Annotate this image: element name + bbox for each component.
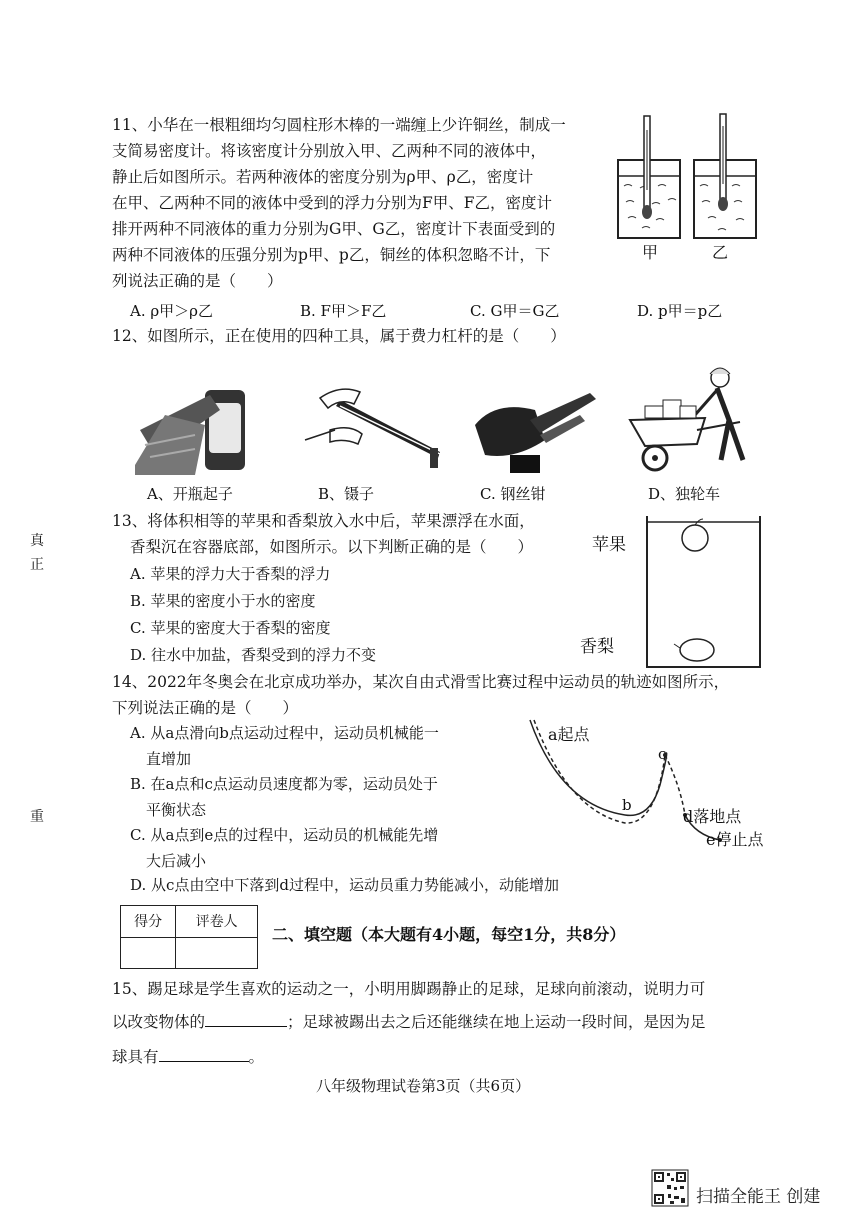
q11-option-a: A. ρ甲＞ρ乙 — [130, 302, 214, 320]
q12-stem: 12、如图所示，正在使用的四种工具，属于费力杠杆的是（ ） — [112, 327, 566, 345]
side-mark-2: 正 — [30, 557, 44, 573]
scanner-watermark: 扫描全能王 创建 — [696, 1187, 821, 1207]
apple-shape — [682, 525, 708, 551]
wheelbarrow-image — [625, 360, 755, 475]
q11-line-2: 支简易密度计。将该密度计分别放入甲、乙两种不同的液体中， — [112, 142, 547, 160]
q14-option-c-1: C. 从a点到e点的过程中，运动员的机械能先增 — [130, 826, 439, 844]
q14-option-a-1: A. 从a点滑向b点运动过程中，运动员机械能一 — [130, 724, 439, 742]
q13-line-1: 13、将体积相等的苹果和香梨放入水中后，苹果漂浮在水面， — [112, 512, 535, 530]
side-mark-1: 真 — [30, 533, 44, 549]
side-mark-3: 重 — [30, 809, 44, 825]
point-e-label: e停止点 — [706, 830, 764, 849]
q14-line-2: 下列说法正确的是（ ） — [112, 699, 299, 717]
q11-option-c: C. G甲＝G乙 — [470, 302, 560, 320]
water-container-figure — [645, 512, 765, 672]
q14-option-c-2: 大后减小 — [146, 852, 207, 870]
q11-line-1: 11、小华在一根粗细均匀圆柱形木棒的一端缠上少许铜丝，制成一 — [112, 116, 566, 134]
bottle-opener-image — [135, 375, 255, 475]
pear-label: 香梨 — [580, 637, 614, 657]
score-table — [120, 905, 258, 969]
q11-line-3: 静止后如图所示。若两种液体的密度分别为ρ甲、ρ乙，密度计 — [112, 168, 534, 186]
q13-line-2: 香梨沉在容器底部，如图所示。以下判断正确的是（ ） — [130, 538, 534, 556]
beaker-label-jia: 甲 — [642, 243, 659, 262]
q11-line-6: 两种不同液体的压强分别为p甲、p乙，铜丝的体积忽略不计，下 — [112, 246, 551, 264]
score-cell[interactable] — [121, 937, 176, 969]
tweezers-image — [300, 380, 450, 475]
q15-line-3 — [112, 1046, 264, 1068]
apple-label: 苹果 — [592, 535, 626, 555]
q14-option-a-2: 直增加 — [146, 750, 192, 768]
point-b-label: b — [622, 796, 632, 814]
q12-caption-c: C. 钢丝钳 — [480, 485, 546, 503]
q11-option-b: B. F甲＞F乙 — [300, 302, 387, 320]
beaker-jia — [618, 116, 680, 238]
grader-cell[interactable] — [176, 937, 258, 969]
point-a-label: a起点 — [548, 725, 590, 744]
section-2-title: 二、填空题（本大题有4小题，每空1分，共8分） — [272, 925, 626, 944]
q15-line-2-pre: 以改变物体的 — [112, 1013, 206, 1031]
q11-line-5: 排开两种不同液体的重力分别为G甲、G乙，密度计下表面受到的 — [112, 220, 556, 238]
q13-option-b: B. 苹果的密度小于水的密度 — [130, 592, 316, 610]
q14-option-d: D. 从c点由空中下落到d过程中，运动员重力势能减小，动能增加 — [130, 876, 560, 894]
q15-line-2-post: ；足球被踢出去之后还能继续在地上运动一段时间，是因为足 — [287, 1013, 706, 1031]
q13-option-a: A. 苹果的浮力大于香梨的浮力 — [130, 565, 331, 583]
q12-caption-a: A、开瓶起子 — [147, 485, 233, 503]
wire-cutter-image — [470, 385, 600, 475]
q15-line-3-pre: 球具有 — [112, 1048, 159, 1066]
pear-shape — [680, 639, 714, 661]
q15-blank-1[interactable] — [205, 1012, 287, 1027]
q15-blank-2[interactable] — [159, 1047, 249, 1062]
q15-line-3-post: 。 — [248, 1048, 265, 1066]
q14-option-b-2: 平衡状态 — [146, 801, 207, 819]
q15-line-2 — [112, 1011, 706, 1033]
point-d-label: d落地点 — [683, 807, 742, 826]
q13-option-c: C. 苹果的密度大于香梨的密度 — [130, 619, 331, 637]
q13-option-d: D. 往水中加盐，香梨受到的浮力不变 — [130, 646, 377, 664]
q15-line-1: 15、踢足球是学生喜欢的运动之一，小明用脚踢静止的足球，足球向前滚动，说明力可 — [112, 980, 706, 998]
q14-option-b-1: B. 在a点和c点运动员速度都为零，运动员处于 — [130, 775, 438, 793]
page-footer: 八年级物理试卷第3页（共6页） — [316, 1077, 531, 1095]
beaker-yi — [694, 114, 756, 238]
score-header: 得分 — [121, 906, 176, 938]
q12-caption-d: D、独轮车 — [648, 485, 721, 503]
q12-caption-b: B、镊子 — [318, 485, 375, 503]
q11-line-7: 列说法正确的是（ ） — [112, 272, 283, 290]
point-c-label: c — [658, 745, 667, 763]
q14-line-1: 14、2022年冬奥会在北京成功举办，某次自由式滑雪比赛过程中运动员的轨迹如图所示， — [112, 673, 730, 691]
q11-line-4: 在甲、乙两种不同的液体中受到的浮力分别为F甲、F乙，密度计 — [112, 194, 553, 212]
grader-header: 评卷人 — [176, 906, 258, 938]
q11-option-d: D. p甲＝p乙 — [637, 302, 723, 320]
beaker-label-yi: 乙 — [712, 243, 729, 262]
qr-code-icon — [652, 1170, 688, 1206]
q11-beakers-figure — [612, 110, 772, 260]
